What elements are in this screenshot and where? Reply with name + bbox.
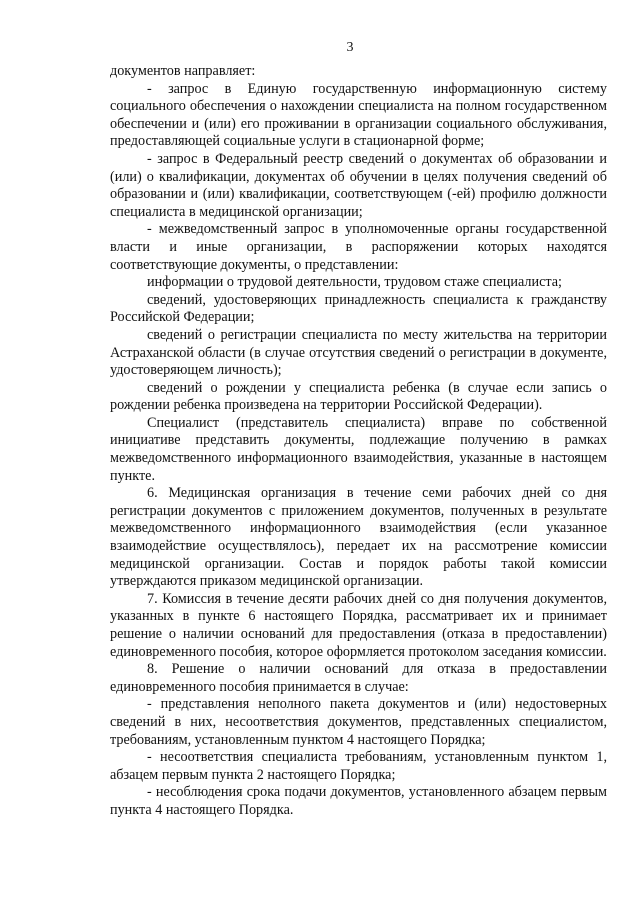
paragraph-refusal-deadline: - несоблюдения срока подачи документов, установленного абзацем первым пункта 4 настоящего Порядка. [110, 784, 607, 818]
paragraph-interagency-request: - межведомственный запрос в уполномоченные органы государственной власти и иные организации, в распоряжении которых находятся соответствующие документы, о представлении: [110, 221, 607, 273]
paragraph-labor-info: информации о трудовой деятельности, трудовом стаже специалиста; [147, 274, 562, 291]
paragraph-item-6: 6. Медицинская организация в течение семи рабочих дней со дня регистрации документов с приложением документов, полученных в результате межведомственного информационного взаимодействия (если указанное взаимодействие осуществлялось), передает их на рассмотрение комиссии медицинской организации. Состав и порядок работы такой комиссии утверждаются приказом медицинской организации. [110, 485, 607, 590]
page-number: 3 [346, 40, 354, 55]
paragraph-registration-info: сведений о регистрации специалиста по месту жительства на территории Астраханской области (в случае отсутствия сведений о регистрации в документе, удостоверяющем личность); [110, 326, 607, 379]
paragraph-specialist-right: Специалист (представитель специалиста) вправе по собственной инициативе представить документы, подлежащие получению в рамках межведомственного информационного взаимодействия, указанные в настоящем пункте. [110, 414, 607, 484]
paragraph-refusal-nonconformity: - несоответствия специалиста требованиям, установленным пунктом 1, абзацем первым пункта 2 настоящего Порядка; [110, 749, 607, 783]
paragraph-continuation: документов направляет: [110, 63, 256, 79]
paragraph-citizenship-info: сведений, удостоверяющих принадлежность специалиста к гражданству Российской Федерации; [110, 291, 607, 326]
paragraph-child-birth-info: сведений о рождении у специалиста ребенка (в случае если запись о рождении ребенка произведена на территории Российской Федерации). [110, 379, 607, 414]
paragraph-request-egisso: - запрос в Единую государственную информационную систему социального обеспечения о нахождении специалиста на полном государственном обеспечении и (или) его проживании в организации социального обслуживания, предоставляющей социальные услуги в стационарной форме; [110, 80, 607, 150]
document-body [110, 63, 607, 820]
paragraph-request-education-registry: - запрос в Федеральный реестр сведений о документах об образовании и (или) о квалификации, документах об обучении в целях получения сведений об образовании и (или) квалификации, соответствующем (-ей) профилю должности специалиста в медицинской организации; [110, 150, 607, 220]
paragraph-item-8: 8. Решение о наличии оснований для отказа в предоставлении единовременного пособия принимается в случае: [110, 661, 607, 695]
paragraph-refusal-incomplete-docs: - представления неполного пакета документов и (или) недостоверных сведений в них, несоответствия документов, представленных специалистом, требованиям, установленным пунктом 4 настоящего Порядка; [110, 696, 607, 748]
paragraph-item-7: 7. Комиссия в течение десяти рабочих дней со дня получения документов, указанных в пункте 6 настоящего Порядка, рассматривает их и принимает решение о наличии оснований для предоставления (отказа в предоставлении) единовременного пособия, которое оформляется протоколом заседания комиссии. [110, 590, 607, 660]
